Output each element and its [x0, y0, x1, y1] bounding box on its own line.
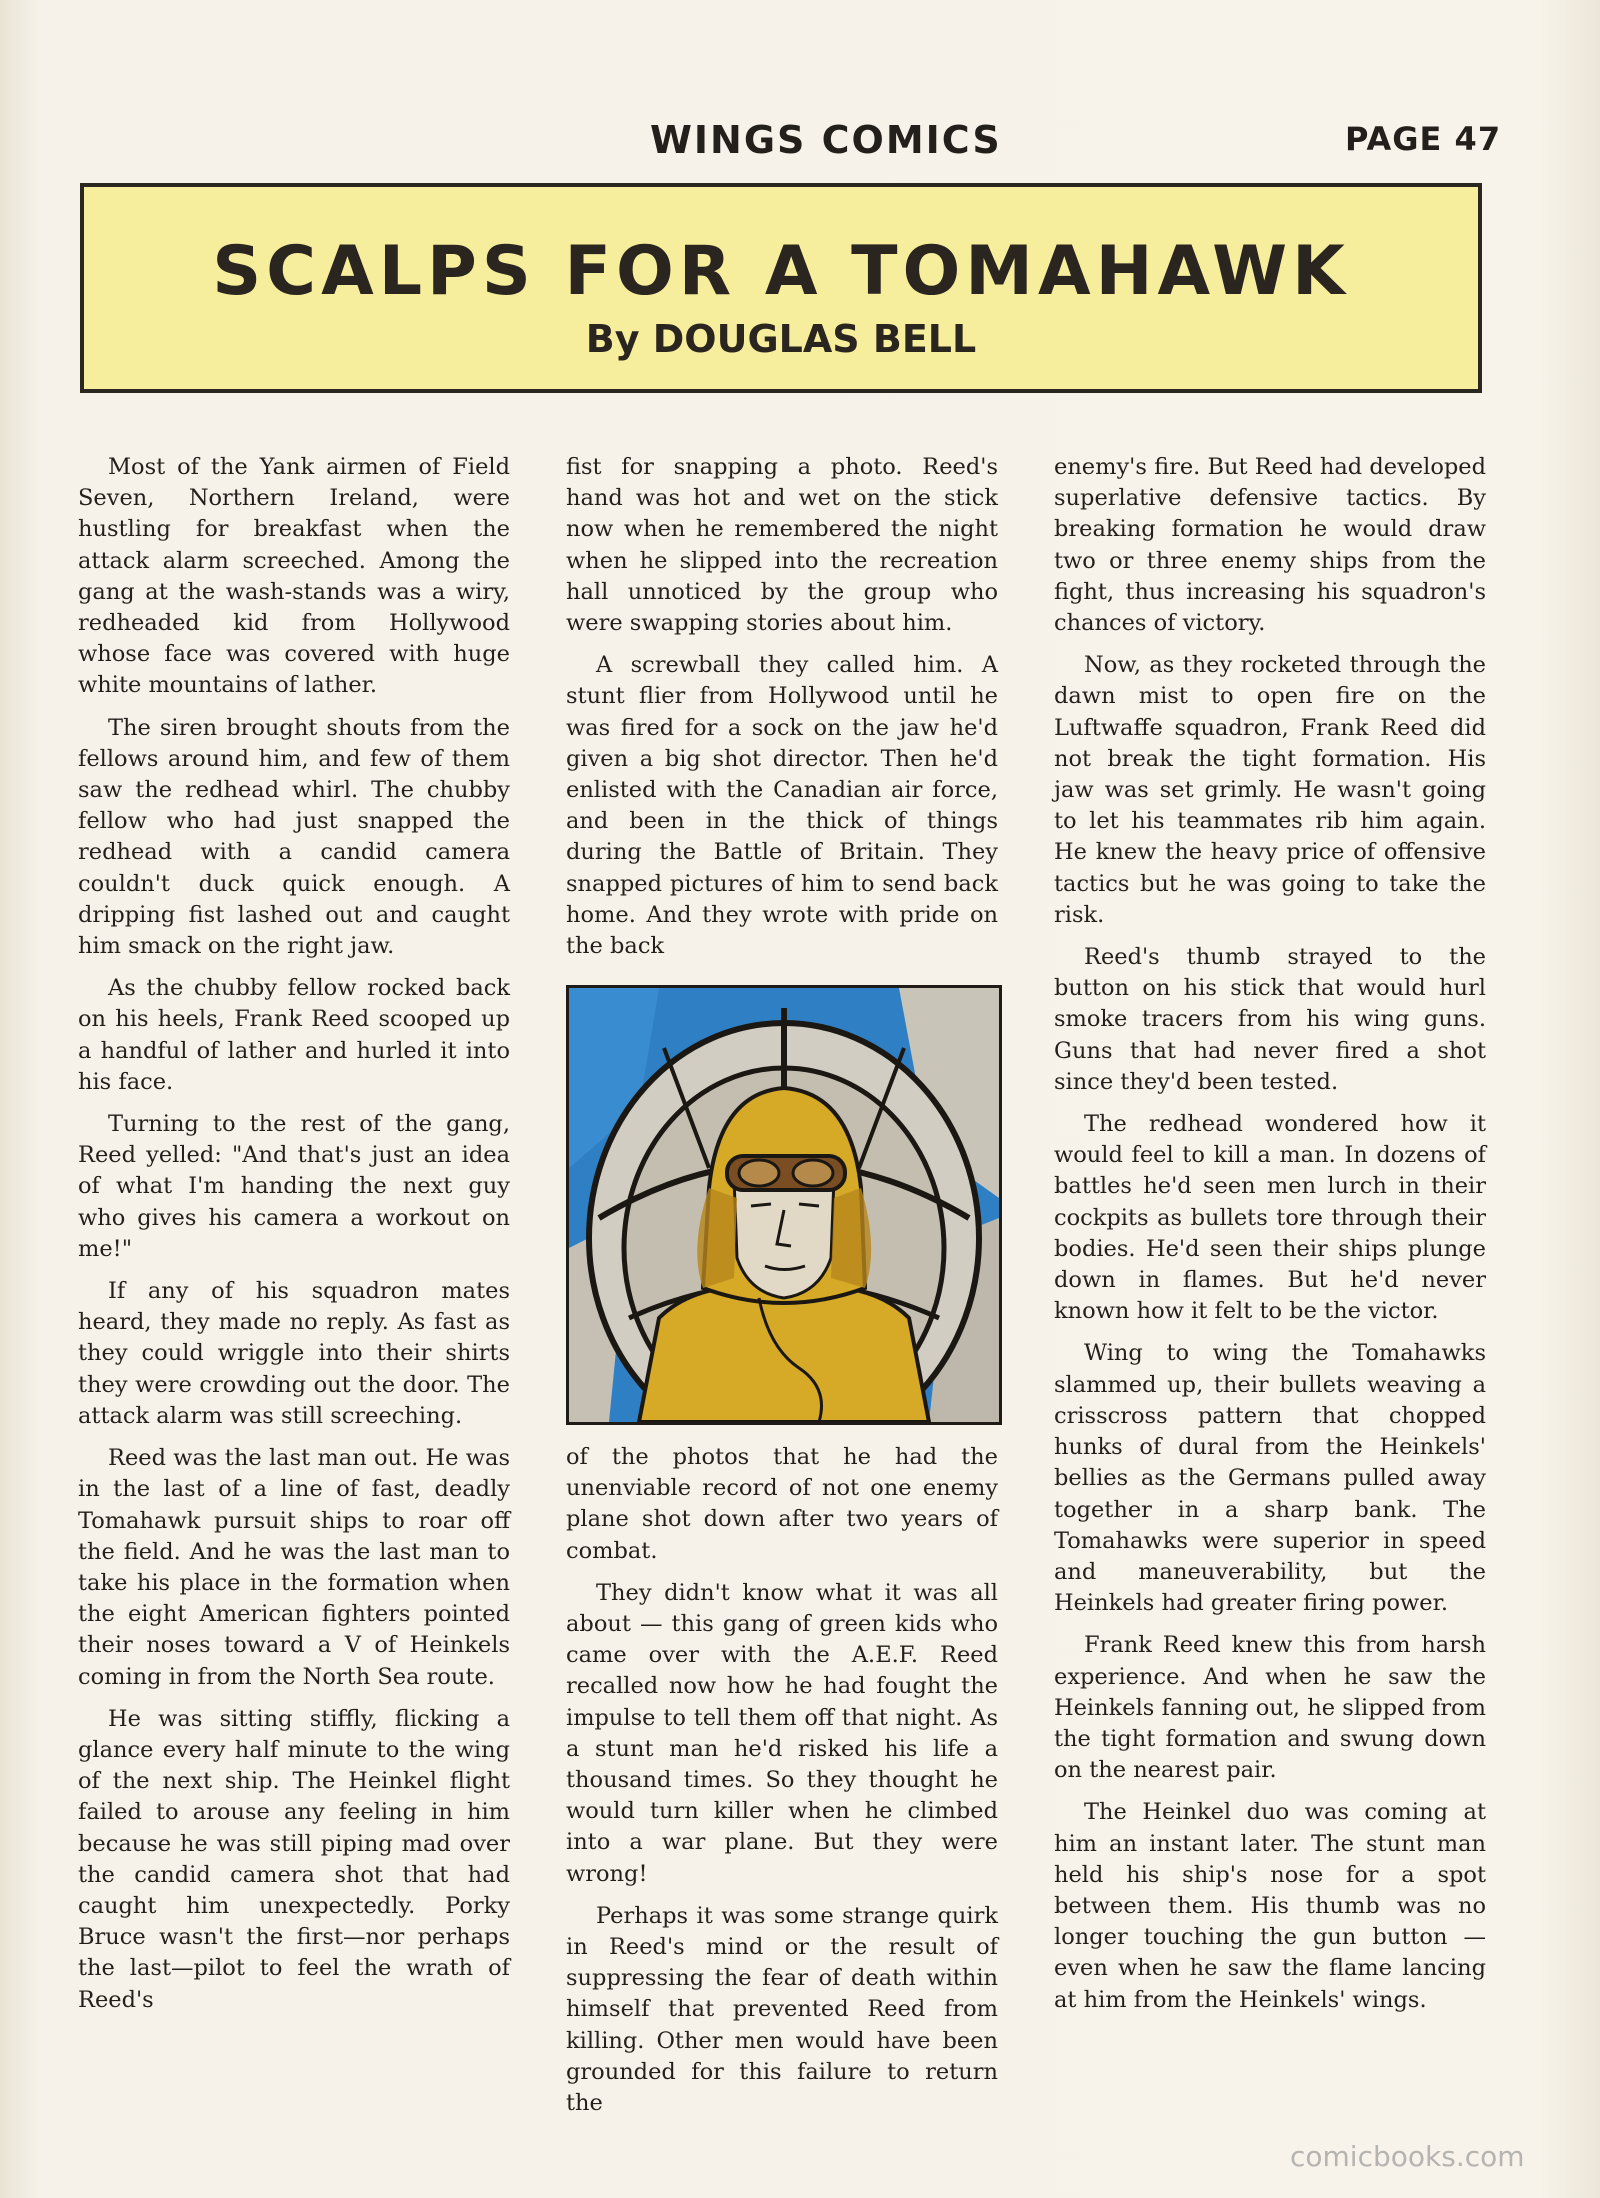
paragraph: Reed's thumb strayed to the button on his stick that would hurl smoke tracers from his wing guns. Guns that had never fired a shot since they'd been tested. [1054, 944, 1486, 1095]
page-number: PAGE 47 [1345, 120, 1502, 158]
paragraph: fist for snapping a photo. Reed's hand was hot and wet on the stick now when he remembered the night when he slipped into the recreation hall unnoticed by the group who were swapping stories about him. [566, 454, 998, 637]
paragraph: Turning to the rest of the gang, Reed yelled: "And that's just an idea of what I'm handing the next guy who gives his camera a workout on me!" [78, 1111, 510, 1262]
byline: By DOUGLAS BELL [585, 317, 977, 361]
paragraph: He was sitting stiffly, flicking a glance every half minute to the wing of the next ship. The Heinkel flight failed to arouse any feeling in him because he was still piping mad over the candid camera shot that had caught him unexpectedly. Porky Bruce wasn't the first—nor perhaps the last—pilot to feel the wrath of Reed's [78, 1705, 510, 2013]
paragraph: The siren brought shouts from the fellows around him, and few of them saw the redhead whirl. The chubby fellow who had just snapped the redhead with a candid camera couldn't duck quick enough. A dripping fist lashed out and caught him smack on the right jaw. [78, 714, 510, 960]
running-head [0, 118, 1600, 168]
paragraph: Frank Reed knew this from harsh experience. And when he saw the Heinkels fanning out, he slipped from the tight formation and swung down on the nearest pair. [1054, 1632, 1486, 1784]
column-1 [78, 452, 510, 2027]
column-2-top [566, 452, 998, 973]
paragraph: Perhaps it was some strange quirk in Reed's mind or the result of suppressing the fear of death within himself that prevented Reed from killing. Other men would have been grounded for this failure to return the [566, 1902, 998, 2117]
title-box [80, 183, 1482, 393]
pilot-in-cockpit-image [569, 988, 999, 1422]
pilot-illustration [566, 985, 1002, 1425]
column-3 [1054, 452, 1486, 2027]
paragraph: Most of the Yank airmen of Field Seven, Northern Ireland, were hustling for breakfast when the attack alarm screeched. Among the gang at the wash-stands was a wiry, redheaded kid from Hollywood whose face was covered with huge white mountains of lather. [78, 454, 510, 699]
paragraph: A screwball they called him. A stunt flier from Hollywood until he was fired for a sock on the jaw he'd given a big shot director. Then he'd enlisted with the Canadian air force, and been in the thick of things during the Battle of Britain. They snapped pictures of him to send back home. And they wrote with pride on the back [566, 652, 998, 960]
paragraph: enemy's fire. But Reed had developed superlative defensive tactics. By breaking formation he would draw two or three enemy ships from the fight, thus increasing his squadron's chances of victory. [1054, 454, 1486, 637]
paragraph: of the photos that he had the unenviable record of not one enemy plane shot down after two years of combat. [566, 1444, 998, 1564]
paragraph: Now, as they rocketed through the dawn mist to open fire on the Luftwaffe squadron, Frank Reed did not break the tight formation. His jaw was set grimly. He wasn't going to let his teammates rib him again. He knew the heavy price of offensive tactics but he was going to take the risk. [1054, 652, 1486, 928]
story-title: SCALPS FOR A TOMAHAWK [212, 232, 1350, 311]
paragraph: The redhead wondered how it would feel to kill a man. In dozens of battles he'd seen men lurch in their cockpits as bullets tore through their bodies. He'd seen their ships plunge down in flames. But he'd never known how it felt to be the victor. [1054, 1111, 1486, 1325]
paragraph: They didn't know what it was all about — this gang of green kids who came over with the A.E.F. Reed recalled now how he had fought the impulse to tell them off that night. As a stunt man he'd risked his life a thousand times. So they thought he would turn killer when he climbed into a war plane. But they were wrong! [566, 1579, 998, 1887]
paragraph: If any of his squadron mates heard, they made no reply. As fast as they could wriggle into their shirts they were crowding out the door. The attack alarm was still screeching. [78, 1278, 510, 1429]
paragraph: Wing to wing the Tomahawks slammed up, their bullets weaving a crisscross pattern that chopped hunks of dural from the Heinkels' bellies as the Germans pulled away together in a sharp bank. The Tomahawks were superior in speed and maneuverability, but the Heinkels had greater firing power. [1054, 1340, 1486, 1617]
magazine-title: WINGS COMICS [650, 118, 1002, 162]
paragraph: The Heinkel duo was coming at him an instant later. The stunt man held his ship's nose for a spot between them. His thumb was no longer touching the gun button — even when he saw the flame lancing at him from the Heinkels' wings. [1054, 1799, 1486, 2013]
watermark: comicbooks.com [1290, 2140, 1525, 2173]
column-2-bottom [566, 1442, 998, 2130]
paragraph: Reed was the last man out. He was in the last of a line of fast, deadly Tomahawk pursuit ships to roar off the field. And he was the last man to take his place in the formation when the eight American fighters pointed their noses toward a V of Heinkels coming in from the North Sea route. [78, 1445, 510, 1690]
paragraph: As the chubby fellow rocked back on his heels, Frank Reed scooped up a handful of lather and hurled it into his face. [78, 975, 510, 1095]
